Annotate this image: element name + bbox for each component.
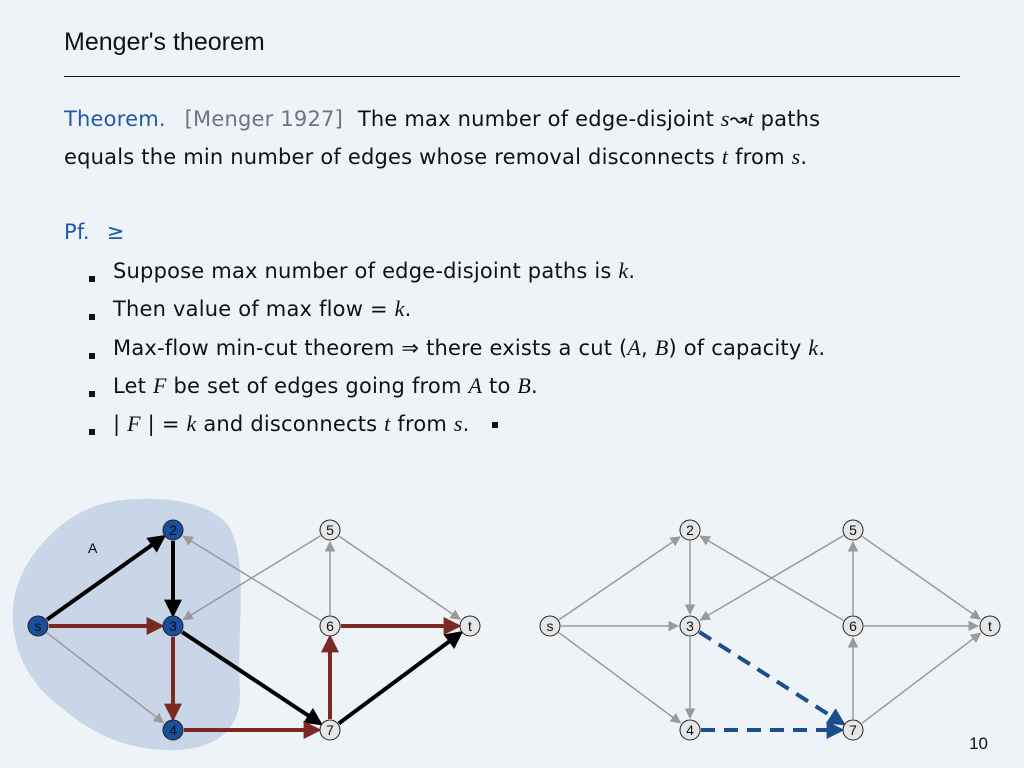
bullet-4-B: B <box>517 373 532 398</box>
bullet-5-end: . <box>462 412 470 436</box>
theorem-t: t <box>747 106 754 131</box>
bullet-2-end: . <box>404 297 412 321</box>
right-node-label-s: s <box>546 618 554 634</box>
bullet-4-text-c: to <box>482 374 518 398</box>
slide-title: Menger's theorem <box>64 28 265 56</box>
bullet-5-text: and disconnects <box>196 412 385 436</box>
bullet-2-k: k <box>394 296 405 321</box>
bullet-3-B: B <box>654 335 669 360</box>
bullet-1-text: Suppose max number of edge-disjoint paths is <box>113 259 619 283</box>
left-node-label-5: 5 <box>326 522 334 538</box>
page-number: 10 <box>969 734 988 753</box>
bullet-5-eq: | = <box>140 412 187 436</box>
left-node-label-t: t <box>468 618 472 634</box>
bullet-5-bar: | <box>113 412 128 436</box>
region-A-label: A <box>88 540 98 556</box>
bullet-3-text: Max-flow min-cut theorem ⇒ there exists a cut ( <box>113 336 628 360</box>
theorem-text-1a: The max number of edge-disjoint <box>357 107 721 131</box>
theorem-s: s <box>720 106 730 131</box>
bullet-5-from: from <box>390 412 454 436</box>
right-edge-s-2 <box>559 537 680 620</box>
right-node-label-6: 6 <box>849 618 857 634</box>
proof-direction: ≥ <box>106 220 125 244</box>
left-node-label-2: 2 <box>169 522 177 538</box>
theorem-s2: s <box>791 144 801 169</box>
theorem-label: Theorem. <box>64 107 166 131</box>
bullet-3-A: A <box>627 335 642 360</box>
bullet-5-s: s <box>453 411 463 436</box>
right-edge-5-t <box>862 536 980 619</box>
right-node-label-5: 5 <box>849 522 857 538</box>
bullet-5-F: F <box>127 411 141 436</box>
theorem-citation: [Menger 1927] <box>184 107 343 131</box>
left-node-label-6: 6 <box>326 618 334 634</box>
left-node-label-7: 7 <box>326 722 334 738</box>
bullet-4-text: Let <box>113 374 153 398</box>
bullet-3-end: . <box>818 336 826 360</box>
bullet-1-end: . <box>628 259 636 283</box>
bullet-2-text: Then value of max flow = <box>113 297 395 321</box>
right-edge-s-4 <box>559 633 681 723</box>
bullet-3-comma: , <box>641 336 655 360</box>
theorem-t2: t <box>721 144 729 169</box>
bullet-3-k: k <box>808 335 819 360</box>
theorem-arrow: ↝ <box>729 107 748 131</box>
bullet-4-F: F <box>152 373 167 398</box>
left-edge-7-t <box>339 633 461 723</box>
right-node-label-4: 4 <box>686 722 694 738</box>
right-node-label-t: t <box>988 618 992 634</box>
right-edge-3-7 <box>699 632 843 724</box>
left-node-label-s: s <box>34 618 42 634</box>
left-edge-5-t <box>339 536 460 619</box>
bullet-1-k: k <box>618 258 629 283</box>
bullet-5-k: k <box>186 411 197 436</box>
bullet-5-t: t <box>384 411 391 436</box>
left-node-label-4: 4 <box>169 722 177 738</box>
left-node-label-3: 3 <box>169 618 177 634</box>
theorem-text-2c: . <box>800 145 808 169</box>
proof-label: Pf. <box>64 220 90 244</box>
theorem-text-2b: from <box>728 145 792 169</box>
right-node-label-3: 3 <box>686 618 694 634</box>
theorem-text-1b: paths <box>753 107 821 131</box>
right-node-label-2: 2 <box>686 522 694 538</box>
right-edge-7-t <box>862 633 981 723</box>
bullet-3-text-b: ) of capacity <box>668 336 809 360</box>
right-node-label-7: 7 <box>849 722 857 738</box>
bullet-4-A: A <box>468 373 483 398</box>
theorem-text-2a: equals the min number of edges whose removal disconnects <box>64 145 722 169</box>
bullet-4-end: . <box>531 374 538 398</box>
bullet-4-text-b: be set of edges going from <box>166 374 469 398</box>
